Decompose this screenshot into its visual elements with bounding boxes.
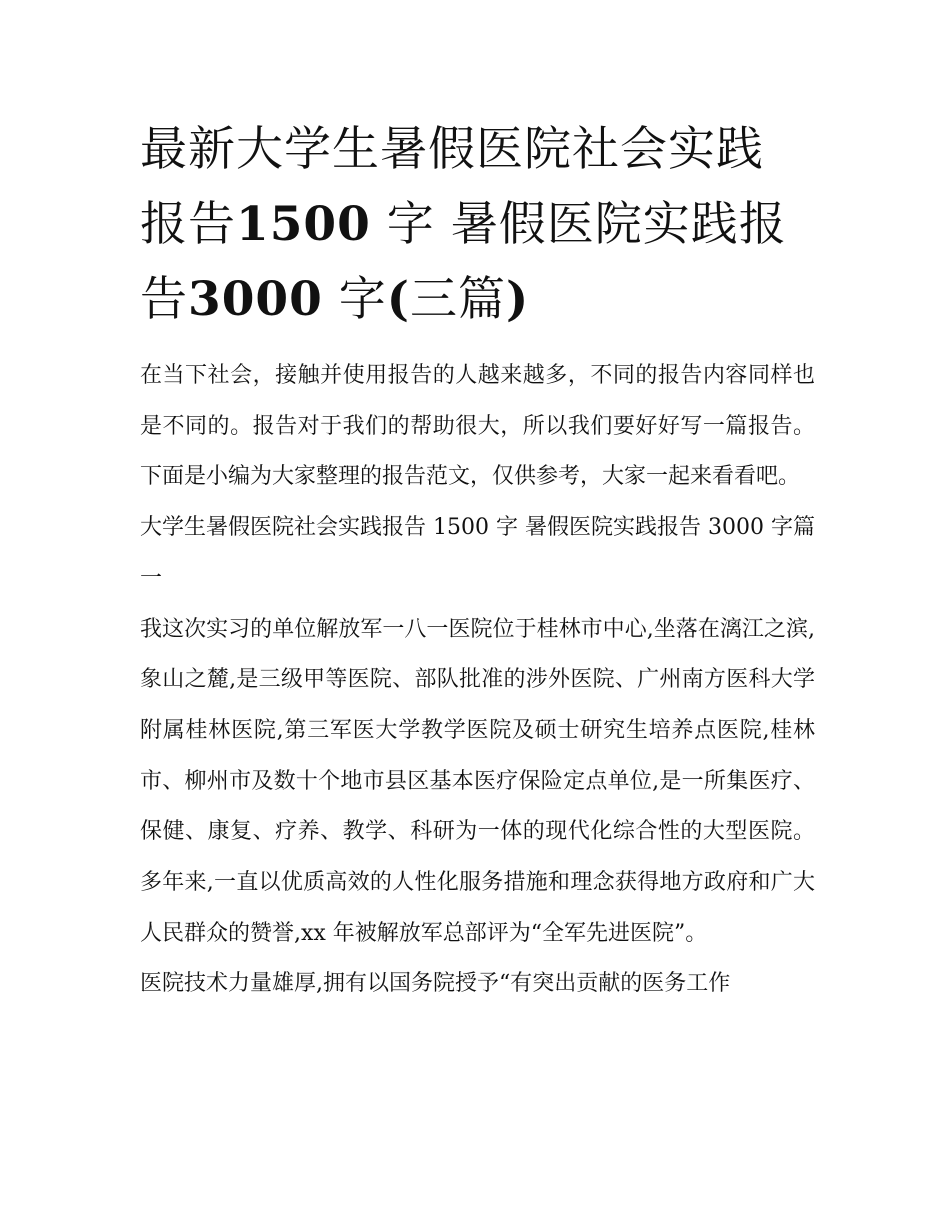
document-title [140,112,815,337]
intro-paragraph: 在当下社会，接触并使用报告的人越来越多，不同的报告内容同样也是不同的。报告对于我们的帮助很大，所以我们要好好写一篇报告。下面是小编为大家整理的报告范文，仅供参考，大家一起来看看吧。 [140,363,815,490]
title-line-3-number: 3000 [188,272,323,327]
title-line-2-part-a: 报告 [140,197,236,252]
title-line-3-part-c: 三篇 [410,272,507,327]
title-line-3-paren-close: ) [506,272,530,327]
title-line-2-number: 1500 [236,197,371,252]
title-line-3-paren-open: ( [386,272,411,327]
title-line-3-part-b: 字 [322,272,387,327]
title-line-1: 最新大学生暑假医院社会实践 [140,122,764,177]
document-page [140,112,815,1010]
section-heading: 大学生暑假医院社会实践报告 1500 字 暑假医院实践报告 3000 字篇一 [140,515,815,591]
hospital-technology-paragraph: 医院技术力量雄厚,拥有以国务院授予“有突出贡献的医务工作 [140,971,731,997]
document-body [140,351,815,1010]
title-line-3-part-a: 告 [140,272,188,327]
hospital-description-paragraph: 我这次实习的单位解放军一八一医院位于桂林市中心,坐落在漓江之滨,象山之麓,是三级甲等医院、部队批准的涉外医院、广州南方医科大学附属桂林医院,第三军医大学教学医院及硕士研究生培养点医院,桂林市、柳州市及数十个地市县区基本医疗保险定点单位,是一所集医疗、保健、康复、疗养、教学、科研为一体的现代化综合性的大型医院。多年来,一直以优质高效的人性化服务措施和理念获得地方政府和广大人民群众的赞誉,xx 年被解放军总部评为“全军先进医院”。 [140,616,815,946]
title-line-2-part-b: 字 暑假医院实践报 [370,197,787,252]
